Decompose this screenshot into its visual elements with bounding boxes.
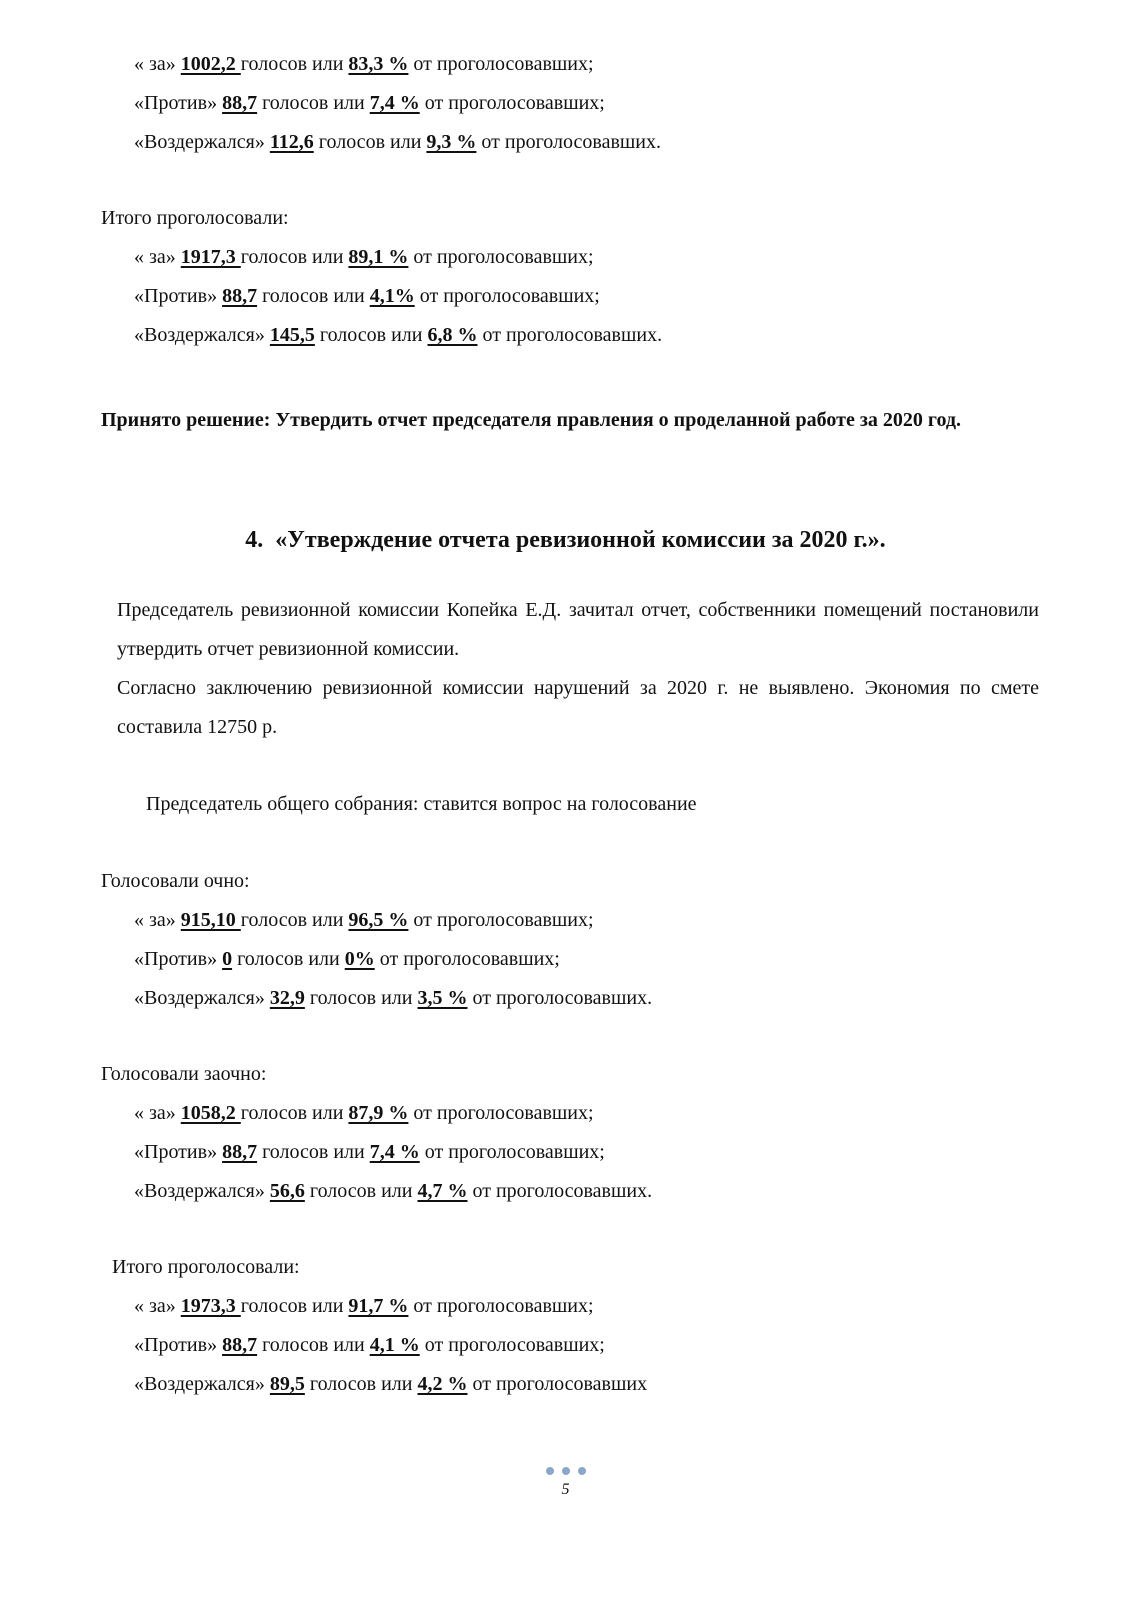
vote-line-for: « за» 1973,3 голосов или 91,7 % от проголосовавших; <box>134 1295 594 1317</box>
vote-count: 1917,3 <box>180 246 241 268</box>
vote-count: 145,5 <box>269 324 315 346</box>
vote-line-abstain: «Воздержался» 89,5 голосов или 4,2 % от проголосовавших <box>134 1373 648 1395</box>
vote-count: 112,6 <box>269 131 314 153</box>
chair-statement: Председатель общего собрания: ставится вопрос на голосование <box>146 793 697 815</box>
vote-count: 88,7 <box>222 92 258 114</box>
vote-percent: 96,5 % <box>348 909 409 931</box>
vote-line-for: « за» 1058,2 голосов или 87,9 % от проголосовавших; <box>134 1102 594 1124</box>
vote-line-against: «Против» 88,7 голосов или 7,4 % от проголосовавших; <box>134 92 605 114</box>
vote-percent: 4,7 % <box>417 1180 468 1202</box>
section-title-text: «Утверждение отчета ревизионной комиссии за 2020 г.». <box>275 527 886 553</box>
vote-percent: 6,8 % <box>427 324 478 346</box>
total-heading: Итого проголосовали: <box>112 1256 300 1278</box>
vote-percent: 4,2 % <box>417 1373 468 1395</box>
paragraph-report: Председатель ревизионной комиссии Копейка Е.Д. зачитал отчет, собственники помещений постановили утвердить отчет ревизионной комиссии. <box>117 599 1039 660</box>
vote-line-against: «Против» 88,7 голосов или 4,1% от проголосовавших; <box>134 285 600 307</box>
vote-count: 1058,2 <box>180 1102 241 1124</box>
page-number: 5 <box>561 1481 570 1498</box>
vote-count: 915,10 <box>180 909 241 931</box>
vote-percent: 0% <box>344 948 375 970</box>
vote-percent: 4,1 % <box>369 1334 420 1356</box>
total-heading: Итого проголосовали: <box>101 207 289 229</box>
vote-line-abstain: «Воздержался» 56,6 голосов или 4,7 % от проголосовавших. <box>134 1180 653 1202</box>
vote-count: 0 <box>222 948 233 970</box>
page-dots-ornament <box>0 1462 1131 1476</box>
vote-line-against: «Против» 88,7 голосов или 7,4 % от проголосовавших; <box>134 1141 605 1163</box>
vote-percent: 4,1% <box>369 285 415 307</box>
vote-line-against: «Против» 88,7 голосов или 4,1 % от проголосовавших; <box>134 1334 605 1356</box>
vote-line-for: « за» 1917,3 голосов или 89,1 % от проголосовавших; <box>134 246 594 268</box>
vote-percent: 7,4 % <box>369 92 420 114</box>
section-number: 4. <box>245 527 264 553</box>
vote-line-abstain: «Воздержался» 32,9 голосов или 3,5 % от проголосовавших. <box>134 987 653 1009</box>
vote-count: 1002,2 <box>180 53 241 75</box>
vote-line-for: « за» 1002,2 голосов или 83,3 % от проголосовавших; <box>134 53 594 75</box>
vote-percent: 83,3 % <box>348 53 409 75</box>
vote-count: 88,7 <box>222 285 258 307</box>
vote-count: 56,6 <box>269 1180 305 1202</box>
vote-count: 88,7 <box>222 1141 258 1163</box>
vote-percent: 3,5 % <box>417 987 468 1009</box>
dot-icon <box>562 1467 570 1475</box>
vote-percent: 87,9 % <box>348 1102 409 1124</box>
paragraph-conclusion: Согласно заключению ревизионной комиссии нарушений за 2020 г. не выявлено. Экономия по смете составила 12750 р. <box>117 677 1039 738</box>
decision-text: Принято решение: Утвердить отчет председателя правления о проделанной работе за 2020 год. <box>101 409 961 431</box>
vote-line-for: « за» 915,10 голосов или 96,5 % от проголосовавших; <box>134 909 594 931</box>
absentee-heading: Голосовали заочно: <box>101 1063 267 1085</box>
vote-percent: 7,4 % <box>369 1141 420 1163</box>
vote-count: 89,5 <box>269 1373 305 1395</box>
vote-percent: 9,3 % <box>426 131 477 153</box>
in-person-heading: Голосовали очно: <box>101 870 250 892</box>
vote-line-abstain: «Воздержался» 145,5 голосов или 6,8 % от проголосовавших. <box>134 324 663 346</box>
vote-line-against: «Против» 0 голосов или 0% от проголосовавших; <box>134 948 560 970</box>
dot-icon <box>578 1467 586 1475</box>
vote-percent: 89,1 % <box>348 246 409 268</box>
vote-count: 32,9 <box>269 987 305 1009</box>
vote-percent: 91,7 % <box>348 1295 409 1317</box>
dot-icon <box>546 1467 554 1475</box>
vote-count: 1973,3 <box>180 1295 241 1317</box>
vote-line-abstain: «Воздержался» 112,6 голосов или 9,3 % от проголосовавших. <box>134 131 661 153</box>
section-title <box>0 521 1131 560</box>
vote-count: 88,7 <box>222 1334 258 1356</box>
